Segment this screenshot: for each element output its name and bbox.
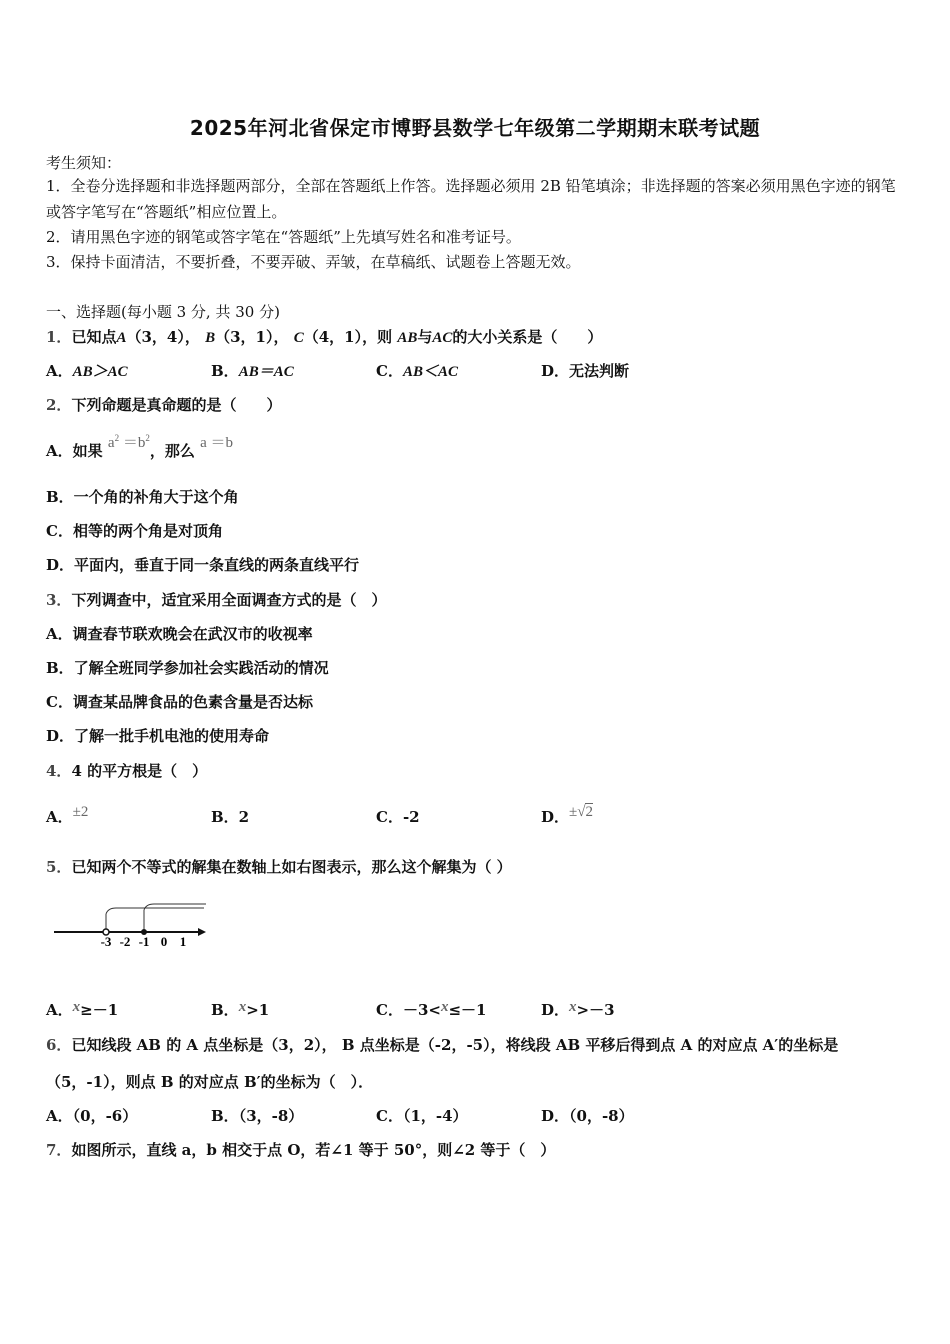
question-3: 3．下列调查中，适宜采用全面调查方式的是（ ） xyxy=(46,591,387,609)
q5-option-b[interactable]: B．x>1 xyxy=(211,999,270,1019)
q3-option-a[interactable]: A．调查春节联欢晚会在武汉市的收视率 xyxy=(46,625,313,643)
page-title: 2025年河北省保定市博野县数学七年级第二学期期末联考试题 xyxy=(189,116,761,140)
q6-option-c[interactable]: C．（1，-4） xyxy=(376,1107,468,1125)
tick-labels xyxy=(101,934,187,949)
q6-option-d[interactable]: D．（0，-8） xyxy=(541,1107,634,1125)
axis-arrow-icon xyxy=(198,928,206,936)
question-1 xyxy=(46,326,602,347)
tick-label: 0 xyxy=(160,934,168,949)
q1-option-a[interactable]: A．AB＞AC xyxy=(46,362,128,380)
q3-option-b[interactable]: B．了解全班同学参加社会实践活动的情况 xyxy=(46,659,329,677)
question-number: 1． xyxy=(46,328,72,346)
q5-option-a[interactable]: A．x≥－1 xyxy=(46,999,119,1019)
question-4: 4．4 的平方根是（ ） xyxy=(46,762,208,780)
q1-text: 与 xyxy=(417,328,433,346)
q2-option-b[interactable]: B．一个角的补角大于这个角 xyxy=(46,488,239,506)
q1-option-c[interactable]: C．AB＜AC xyxy=(376,362,458,380)
q3-option-d[interactable]: D．了解一批手机电池的使用寿命 xyxy=(46,727,270,745)
q5-option-d[interactable]: D．x>－3 xyxy=(541,999,615,1019)
solution-bracket-1 xyxy=(106,908,204,914)
q5-option-c[interactable]: C．－3<x≤－1 xyxy=(376,999,487,1019)
question-7: 7．如图所示，直线 a，b 相交于点 O，若∠1 等于 50°，则∠2 等于（ ） xyxy=(46,1141,556,1159)
q1-point-c: C xyxy=(293,330,304,346)
tick-label: 1 xyxy=(179,934,187,949)
number-line-figure xyxy=(52,900,212,950)
q2-option-c[interactable]: C．相等的两个角是对顶角 xyxy=(46,522,223,540)
q6-option-b[interactable]: B．（3，-8） xyxy=(211,1107,304,1125)
question-6-line-2: （5，-1），则点 B 的对应点 B′的坐标为（ ）． xyxy=(46,1073,374,1091)
q1-seg-ac: AC xyxy=(432,330,453,346)
q1-coord-c: （4，1），则 xyxy=(303,328,393,346)
q1-coord-a: （3，4）， xyxy=(126,328,200,346)
q4-option-c[interactable]: C．-2 xyxy=(376,808,420,826)
question-6-line-1: 6．已知线段 AB 的 A 点坐标是（3，2）， B 点坐标是（-2，-5），将线段 AB 平移后得到点 A 的对应点 A′的坐标是 xyxy=(46,1036,839,1054)
notice-item-1: 1．全卷分选择题和非选择题两部分，全部在答题纸上作答。选择题必须用 2B 铅笔填涂；非选择题的答案必须用黑色字迹的钢笔或答字笔写在“答题纸”相应位置上。 xyxy=(46,177,896,221)
tick-label: -2 xyxy=(119,934,131,949)
q2-formula-1: $a^2 =b^2$ xyxy=(107,433,150,451)
q2-formula-2: a ＝b xyxy=(200,435,233,451)
q1-text: 已知点 xyxy=(71,328,117,346)
q1-seg-ab: AB xyxy=(397,330,418,346)
tick-label: -3 xyxy=(100,934,112,949)
q6-option-a[interactable]: A．（0，-6） xyxy=(46,1107,138,1125)
q4-option-a[interactable]: A．±2 xyxy=(46,804,89,826)
tick-label: -1 xyxy=(138,934,150,949)
q2-option-d[interactable]: D．平面内，垂直于同一条直线的两条直线平行 xyxy=(46,556,360,574)
section-heading: 一、选择题(每小题 3 分, 共 30 分) xyxy=(46,303,280,321)
q1-option-d[interactable]: D．无法判断 xyxy=(541,362,630,380)
q1-point-b: B xyxy=(205,330,216,346)
q3-option-c[interactable]: C．调查某品牌食品的色素含量是否达标 xyxy=(46,693,313,711)
q1-text: 的大小关系是（ ） xyxy=(452,328,603,346)
question-5: 5．已知两个不等式的解集在数轴上如右图表示，那么这个解集为（ ） xyxy=(46,858,512,876)
notice-item-2: 2．请用黑色字迹的钢笔或答字笔在“答题纸”上先填写姓名和准考证号。 xyxy=(46,228,521,246)
q1-option-b[interactable]: B．AB＝AC xyxy=(211,362,294,380)
question-2: 2．下列命题是真命题的是（ ） xyxy=(46,396,282,414)
q4-option-b[interactable]: B．2 xyxy=(211,808,250,826)
q4-option-d[interactable]: D．±√2 xyxy=(541,804,593,826)
q1-coord-b: （3，1）， xyxy=(215,328,289,346)
solution-bracket-2 xyxy=(144,904,206,910)
q2-option-a[interactable]: A．如果 $a^2 =b^2$，那么 a ＝b xyxy=(46,433,233,460)
notice-item-3: 3．保持卡面清洁，不要折叠，不要弄破、弄皱，在草稿纸、试题卷上答题无效。 xyxy=(46,253,581,271)
notice-heading: 考生须知： xyxy=(46,154,122,172)
q1-point-a: A xyxy=(116,330,127,346)
